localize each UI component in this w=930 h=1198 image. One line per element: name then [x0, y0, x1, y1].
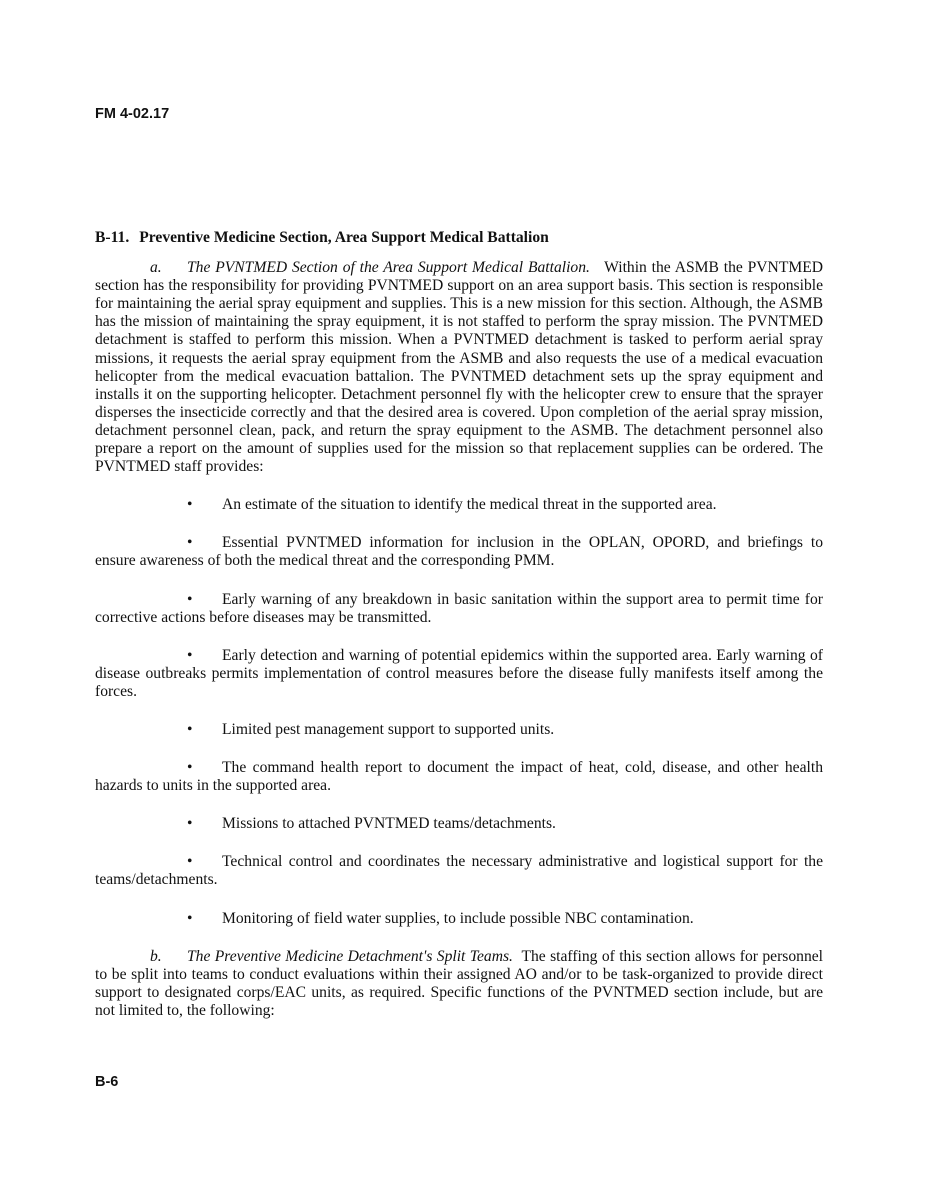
bullet-icon: • [187, 496, 193, 514]
bullet-icon: • [187, 720, 193, 738]
bullet-item [95, 853, 823, 889]
paragraph-text: The staffing of this section allows for personnel to be split into teams to conduct evaluations within their assigned AO and/or to be task-organized to provide direct support to designated corps/EAC units, as required. Specific functions of the PVNTMED section include, but are not limited to, the following: [95, 947, 823, 1019]
section-title: Preventive Medicine Section, Area Support Medical Battalion [139, 229, 549, 246]
bullet-item [95, 721, 823, 739]
bullet-text: Early warning of any breakdown in basic sanitation within the support area to permit time for corrective actions before diseases may be transmitted. [95, 590, 823, 626]
bullet-item [95, 496, 823, 514]
page-content [95, 229, 823, 1040]
bullet-icon: • [187, 815, 193, 833]
bullet-list [95, 496, 823, 927]
bullet-text: Early detection and warning of potential epidemics within the supported area. Early warning of disease outbreaks permits implementation of control measures before the disease fully manifests itself among the forces. [95, 646, 823, 700]
paragraph-a [95, 259, 823, 476]
page-number: B-6 [95, 1074, 119, 1090]
bullet-text: Limited pest management support to supported units. [222, 720, 555, 738]
section-heading [95, 229, 823, 247]
bullet-icon: • [187, 759, 193, 777]
bullet-icon: • [187, 590, 193, 608]
bullet-text: Essential PVNTMED information for inclusion in the OPLAN, OPORD, and briefings to ensure awareness of both the medical threat and the corresponding PMM. [95, 534, 823, 570]
bullet-text: Monitoring of field water supplies, to include possible NBC contamination. [222, 909, 694, 927]
paragraph-lead: The Preventive Medicine Detachment's Split Teams. [187, 947, 513, 965]
bullet-item [95, 591, 823, 627]
document-header: FM 4-02.17 [95, 106, 170, 122]
bullet-text: Technical control and coordinates the necessary administrative and logistical support for the teams/detachments. [95, 853, 823, 889]
bullet-icon: • [187, 853, 193, 871]
bullet-item [95, 534, 823, 570]
bullet-item [95, 815, 823, 833]
bullet-item [95, 647, 823, 701]
bullet-icon: • [187, 534, 193, 552]
bullet-text: An estimate of the situation to identify the medical threat in the supported area. [222, 496, 717, 514]
paragraph-b [95, 948, 823, 1020]
bullet-icon: • [187, 646, 193, 664]
bullet-icon: • [187, 909, 193, 927]
bullet-item [95, 910, 823, 928]
paragraph-text: Within the ASMB the PVNTMED section has the responsibility for providing PVNTMED support on an area support basis. This section is responsible for maintaining the aerial spray equipment and supplies. This is a new mission for this section. Although, the ASMB has the mission of maintaining the spray equipment, it is not staffed to perform the spray mission. The PVNTMED detachment is staffed to perform this mission. When a PVNTMED detachment is tasked to perform aerial spray missions, it requests the aerial spray equipment from the ASMB and also requests the use of a medical evacuation helicopter from the medical evacuation battalion. The PVNTMED detachment sets up the spray equipment and installs it on the supporting helicopter. Detachment personnel fly with the helicopter crew to ensure that the sprayer disperses the insecticide correctly and that the desired area is covered. Upon completion of the aerial spray mission, detachment personnel clean, pack, and return the spray equipment to the ASMB. The detachment personnel also prepare a report on the amount of supplies used for the mission so that replacement supplies can be ordered. The PVNTMED staff provides: [95, 259, 823, 476]
bullet-item [95, 759, 823, 795]
bullet-text: The command health report to document the impact of heat, cold, disease, and other health hazards to units in the supported area. [95, 759, 823, 795]
paragraph-letter: a. [150, 259, 162, 277]
section-number: B-11. [95, 229, 130, 246]
paragraph-lead: The PVNTMED Section of the Area Support Medical Battalion. [187, 259, 590, 277]
bullet-text: Missions to attached PVNTMED teams/detachments. [222, 815, 556, 833]
paragraph-letter: b. [150, 947, 162, 965]
